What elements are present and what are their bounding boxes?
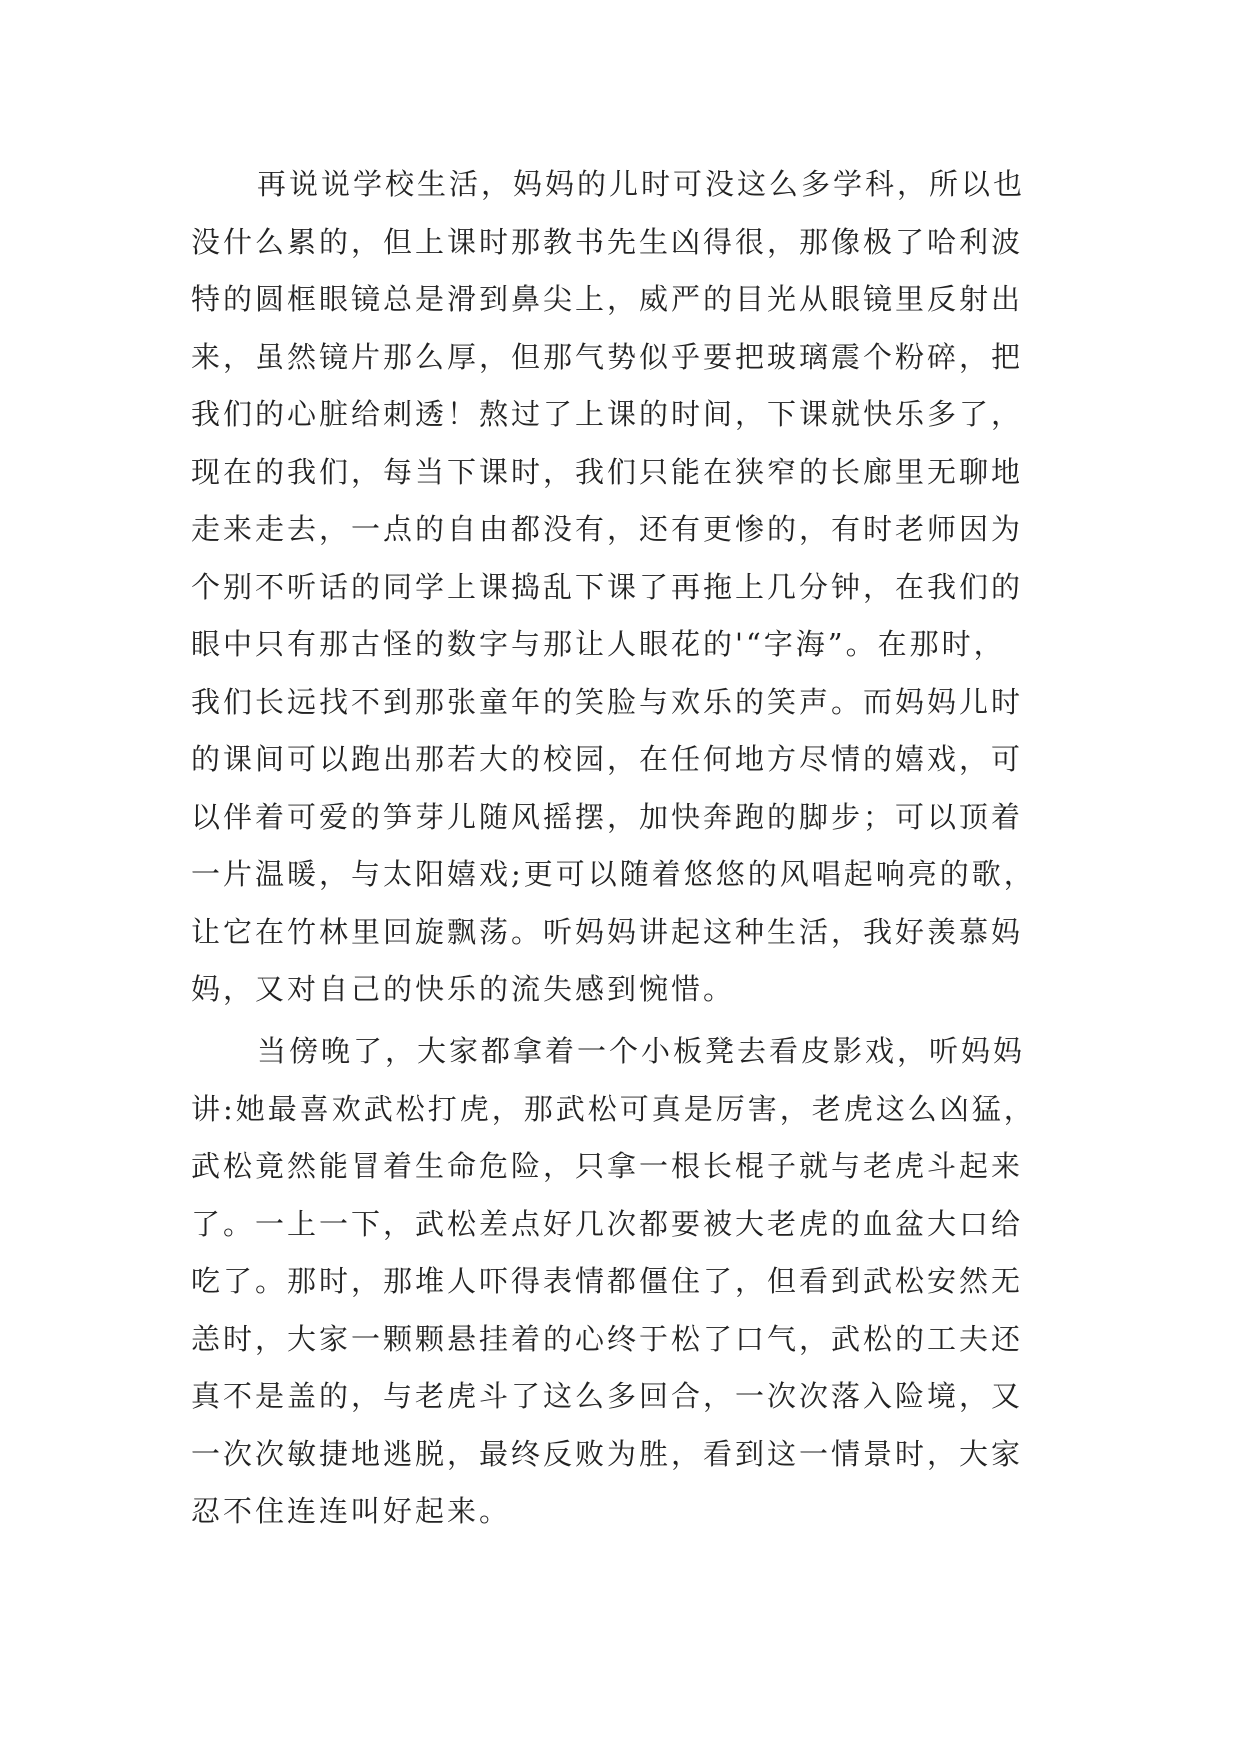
text-line: 让它在竹林里回旋飘荡。听妈妈讲起这种生活，我好羡慕妈: [191, 914, 1024, 949]
text-line: 一次次敏捷地逃脱，最终反败为胜，看到这一情景时，大家: [191, 1436, 1024, 1471]
text-line: 眼中只有那古怪的数字与那让人眼花的'“字海”。在那时，: [191, 627, 1006, 661]
text-line: 忍不住连连叫好起来。: [191, 1494, 512, 1528]
text-line: 来，虽然镜片那么厚，但那气势似乎要把玻璃震个粉碎，把: [191, 339, 1024, 374]
text-line: 恙时，大家一颗颗悬挂着的心终于松了口气，武松的工夫还: [191, 1321, 1024, 1356]
text-line: 讲:她最喜欢武松打虎，那武松可真是厉害，老虎这么凶猛，: [191, 1091, 1036, 1126]
text-line: 特的圆框眼镜总是滑到鼻尖上，威严的目光从眼镜里反射出: [191, 282, 1024, 316]
paragraph-school-life: [191, 156, 1051, 1019]
text-line: 武松竟然能冒着生命危险，只拿一根长棍子就与老虎斗起来: [191, 1149, 1024, 1183]
text-line: 走来走去，一点的自由都没有，还有更惨的，有时老师因为: [191, 512, 1024, 546]
text-line: 再说说学校生活，妈妈的儿时可没这么多学科，所以也: [257, 167, 1026, 201]
text-line: 吃了。那时，那堆人吓得表情都僵住了，但看到武松安然无: [191, 1264, 1024, 1298]
text-line: 以伴着可爱的笋芽儿随风摇摆，加快奔跑的脚步；可以顶着: [191, 799, 1024, 834]
text-line: 个别不听话的同学上课捣乱下课了再拖上几分钟，在我们的: [191, 569, 1024, 604]
text-line: 我们长远找不到那张童年的笑脸与欢乐的笑声。而妈妈儿时: [191, 684, 1024, 719]
text-line: 现在的我们，每当下课时，我们只能在狭窄的长廊里无聊地: [191, 454, 1024, 489]
text-line: 妈，又对自己的快乐的流失感到惋惜。: [191, 972, 736, 1006]
text-line: 的课间可以跑出那若大的校园，在任何地方尽情的嬉戏，可: [191, 742, 1024, 776]
text-line: 我们的心脏给刺透！熬过了上课的时间，下课就快乐多了，: [191, 397, 1024, 431]
text-line: 当傍晚了，大家都拿着一个小板凳去看皮影戏，听妈妈: [257, 1034, 1026, 1068]
text-line: 一片温暖，与太阳嬉戏;更可以随着悠悠的风唱起响亮的歌，: [191, 857, 1036, 891]
paragraph-shadow-play: [191, 1023, 1051, 1541]
text-line: 真不是盖的，与老虎斗了这么多回合，一次次落入险境，又: [191, 1379, 1024, 1413]
text-line: 了。一上一下，武松差点好几次都要被大老虎的血盆大口给: [191, 1206, 1024, 1241]
text-line: 没什么累的，但上课时那教书先生凶得很，那像极了哈利波: [191, 224, 1024, 259]
